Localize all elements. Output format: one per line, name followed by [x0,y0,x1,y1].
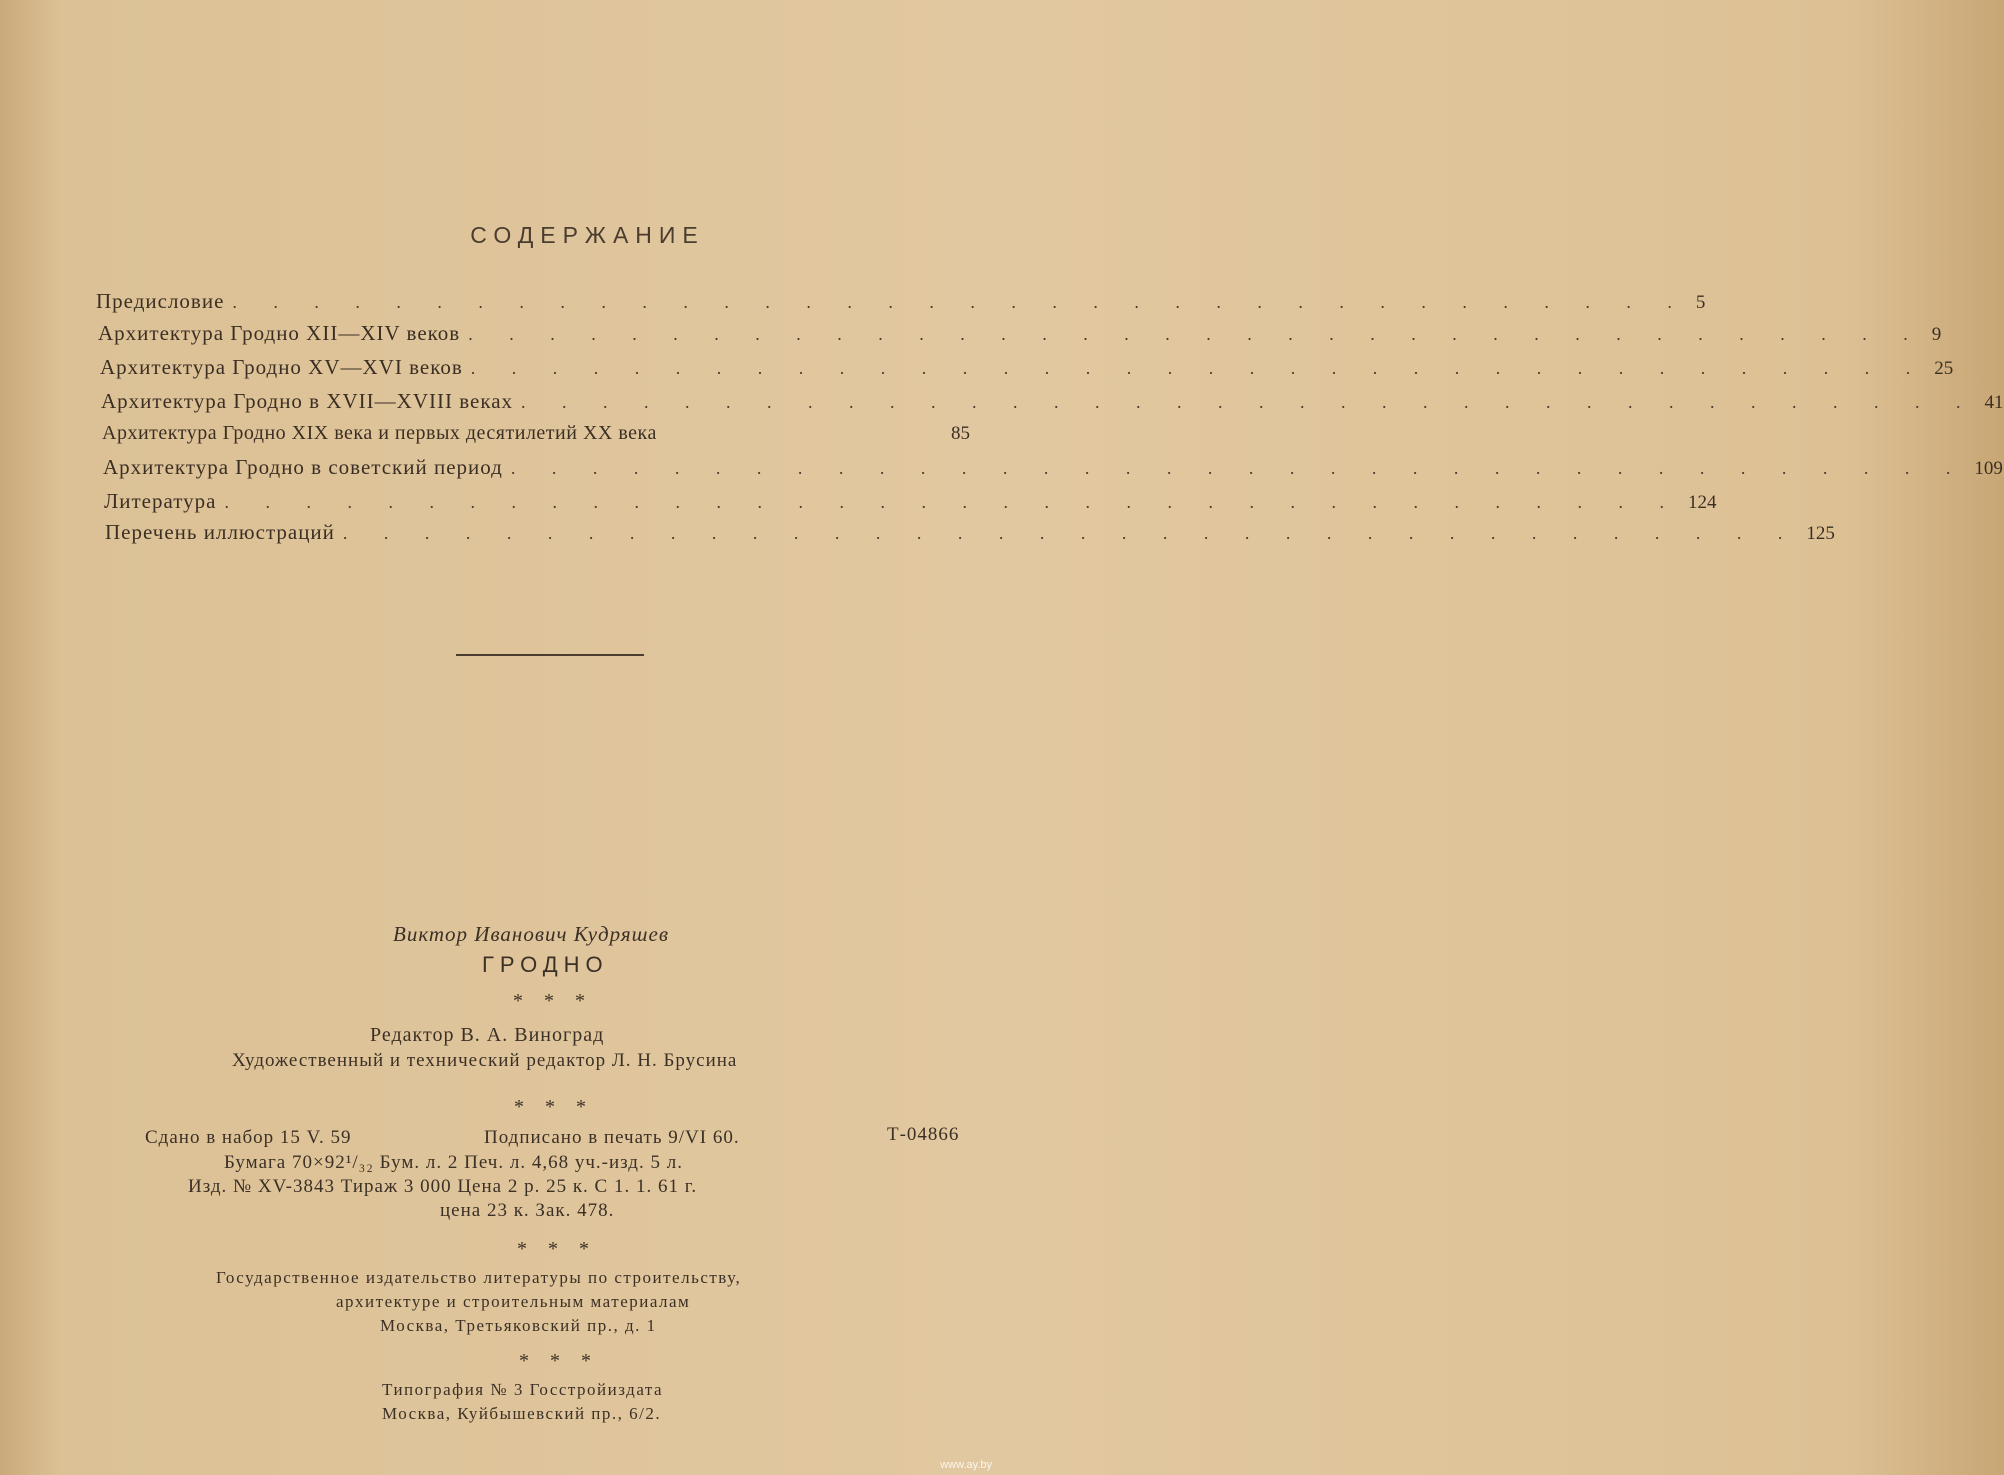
toc-item-label: Архитектура Гродно XIX века и первых десятилетий XX века [102,422,657,444]
publisher-line: Государственное издательство литературы по строительству, [216,1268,742,1287]
toc-item-label: Архитектура Гродно XV—XVI веков [100,355,463,379]
toc-item-page: 109 [1974,458,2003,479]
separator-stars: * * * [513,990,593,1012]
toc-item-page: 41 [1984,392,2004,413]
toc-item-page: 124 [1687,492,1717,513]
toc-leader: . . . . . . . . . . . . . . . . . . . . . . . . . . . . . . . . . . . . [342,523,1799,543]
signed-to-print: Подписано в печать 9/VI 60. [484,1127,740,1148]
art-editor-line: Художественный и технический редактор Л. Н. Брусина [232,1050,738,1071]
toc-leader: . . . . . . . . . . . . . . . . . . . . . . . . . . . . . . . . . . . . [521,392,1977,412]
toc-leader: . . . . . . . . . . . . . . . . . . . . . . . . . . . . . . . . . . . . [224,492,1680,512]
toc-title: СОДЕРЖАНИЕ [470,222,705,248]
editor-line: Редактор В. А. Виноград [370,1024,605,1046]
toc-item-label: Архитектура Гродно в XVII—XVIII веках [101,389,514,413]
toc-leader: . . . . . . . . . . . . . . . . . . . . . . . . . . . . . . . . . . . . [468,324,1924,344]
imprint-block [0,0,1000,1475]
toc-item-label: Предисловие [96,289,225,313]
printer-line: Типография № 3 Госстройиздата [382,1380,664,1399]
sent-to-set: Сдано в набор 15 V. 59 [145,1127,352,1148]
toc-item-page: 85 [951,423,970,444]
toc-item-label: Перечень иллюстраций [105,520,335,544]
price-order: цена 23 к. Зак. 478. [440,1200,615,1221]
toc-item-label: Литература [104,489,217,513]
toc-item-label: Архитектура Гродно в советский период [103,455,503,479]
edition-info: Изд. № XV-3843 Тираж 3 000 Цена 2 р. 25 к. С 1. 1. 61 г. [188,1176,698,1197]
toc-item-page: 25 [1934,358,1954,379]
paper-format: Бумага 70×92¹/₃₂ Бум. л. 2 Печ. л. 4,68 уч.-изд. 5 л. [224,1152,683,1173]
site-watermark: www.ay.by [940,1459,992,1471]
toc-leader: . . . . . . . . . . . . . . . . . . . . . . . . . . . . . . . . . . . . [470,358,1927,378]
toc-item-page: 125 [1806,523,1835,544]
toc-item-page: 9 [1931,324,1942,345]
toc-leader: . . . . . . . . . . . . . . . . . . . . . . . . . . . . . . . . . . . . [510,458,1967,478]
toc-item-label: Архитектура Гродно XII—XIV веков [98,321,461,345]
separator-stars: * * * [514,1096,594,1118]
separator-stars: * * * [517,1238,597,1260]
printer-line: Москва, Куйбышевский пр., 6/2. [382,1404,662,1423]
toc-leader: . . . . . . . . . . . . . . . . . . . . . . . . . . . . . . . . . . . . [232,292,1688,312]
book-title: ГРОДНО [482,952,609,977]
separator-stars: * * * [519,1350,599,1372]
author-name: Виктор Иванович Кудряшев [393,922,669,946]
toc-item-page: 5 [1695,292,1706,313]
publisher-line: архитектуре и строительным материалам [336,1292,691,1311]
catalog-code: Т-04866 [887,1124,960,1145]
publisher-line: Москва, Третьяковский пр., д. 1 [380,1316,657,1335]
